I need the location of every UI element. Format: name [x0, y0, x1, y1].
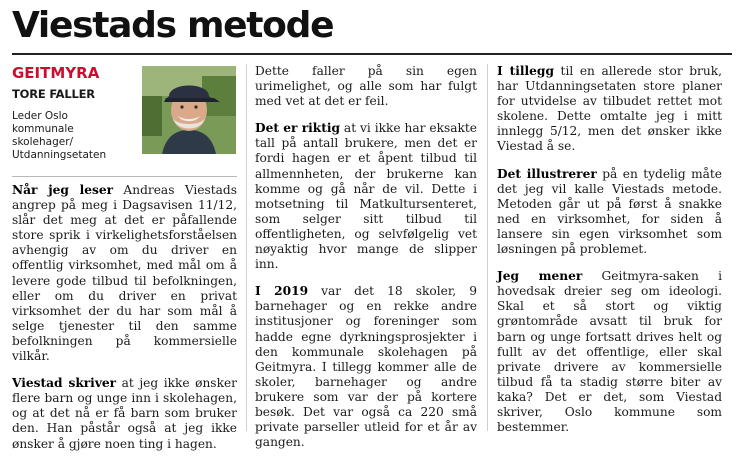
paragraph-text: var det 18 skoler, 9 barnehager og en rekke andre institusjoner og foreninger som hadde egne dyrkningsprosjekter i den kommunale skolehagen på Geitmyra. I tillegg kommer alle de skoler, barnehager og andre brukere som var der på kortere besøk. Det var også ca 220 små private parseller utleid for et år av gangen. [255, 284, 477, 450]
paragraph-text: Geitmyra-saken i hovedsak dreier seg om ideologi. Skal et så stort og viktig grøntområde avsatt til bruk for barn og unge fortsatt drives helt og fullt av det offentlige, eller skal private drivere av kommersielle tilbud få ta stadig større biter av kaka? Det er det, som Viestad skriver, Oslo kommune som bestemmer. [497, 269, 722, 435]
column-separator [487, 64, 488, 431]
author-name: TORE FALLER [12, 87, 95, 101]
headline-rule [12, 53, 732, 55]
paragraph-text: på en tydelig måte det jeg vil kalle Viestads metode. Metoden går ut på først å snakke ned en virksomhet, for siden å lansere sin egen virksomhet som løsningen på problemet. [497, 166, 722, 257]
paragraph-lead: Jeg mener [497, 269, 583, 284]
paragraph-lead: I 2019 [255, 284, 309, 299]
article-headline: Viestads metode [12, 5, 334, 46]
column-3 [497, 64, 722, 447]
paragraph [497, 269, 722, 435]
paragraph-text: at vi ikke har eksakte tall på antall brukere, men det er fordi hagen er et åpent tilbud til allmennheten, der brukerne kan komme og gå når de vil. Dette i motsetning til Matkultursenteret, som selger sitt tilbud til offentligheten, og selvfølgelig vet nøyaktig hvor mange de slipper inn. [255, 121, 477, 272]
paragraph [497, 167, 722, 258]
paragraph [12, 376, 237, 451]
paragraph [255, 121, 477, 272]
paragraph-text: at jeg ikke ønsker flere barn og unge inn i skolehagen, og at det nå er få barn som bruker den. Han påstår også at jeg ikke ønsker å gjøre noen ting i hagen. [12, 376, 237, 451]
author-role: Leder Oslo kommunale skolehager/ Utdanningsetaten [12, 110, 107, 161]
paragraph-text: Andreas Viestads angrep på meg i Dagsavisen 11/12, slår det meg at det er påfallende store sprik i virkelighetsforståelsen avhengig av om du driver en offentlig virksomhet, med mål om å levere gode tilbud til befolkningen, eller om du driver en privat virksomhet der du har som mål å selge tjenester til den samme befolkningen på kommersielle vilkår. [12, 183, 237, 364]
column-1 [12, 64, 237, 464]
paragraph-lead: I tillegg [497, 64, 554, 78]
column-2 [255, 64, 477, 462]
author-portrait-icon [142, 66, 236, 154]
paragraph-lead: Viestad skriver [12, 376, 117, 391]
byline [12, 64, 237, 176]
paragraph-lead: Når jeg leser [12, 183, 114, 197]
paragraph-text: til en allerede stor bruk, har Utdanningsetaten store planer for utvidelse av tilbudet rettet mot skolene. Dette omtalte jeg i mitt innlegg 5/12, men det ønsker ikke Viestad å se. [497, 64, 722, 154]
paragraph [497, 64, 722, 155]
paragraph-lead: Det illustrerer [497, 166, 597, 181]
author-photo [142, 66, 236, 154]
byline-divider [12, 176, 237, 177]
paragraph [12, 183, 237, 364]
column-separator [246, 64, 247, 431]
paragraph-text: Dette faller på sin egen urimelighet, og alle som har fulgt med vet at det er feil. [255, 64, 477, 109]
paragraph-lead: Det er riktig [255, 121, 340, 136]
paragraph [255, 284, 477, 450]
paragraph [255, 64, 477, 109]
kicker: GEITMYRA [12, 64, 100, 82]
